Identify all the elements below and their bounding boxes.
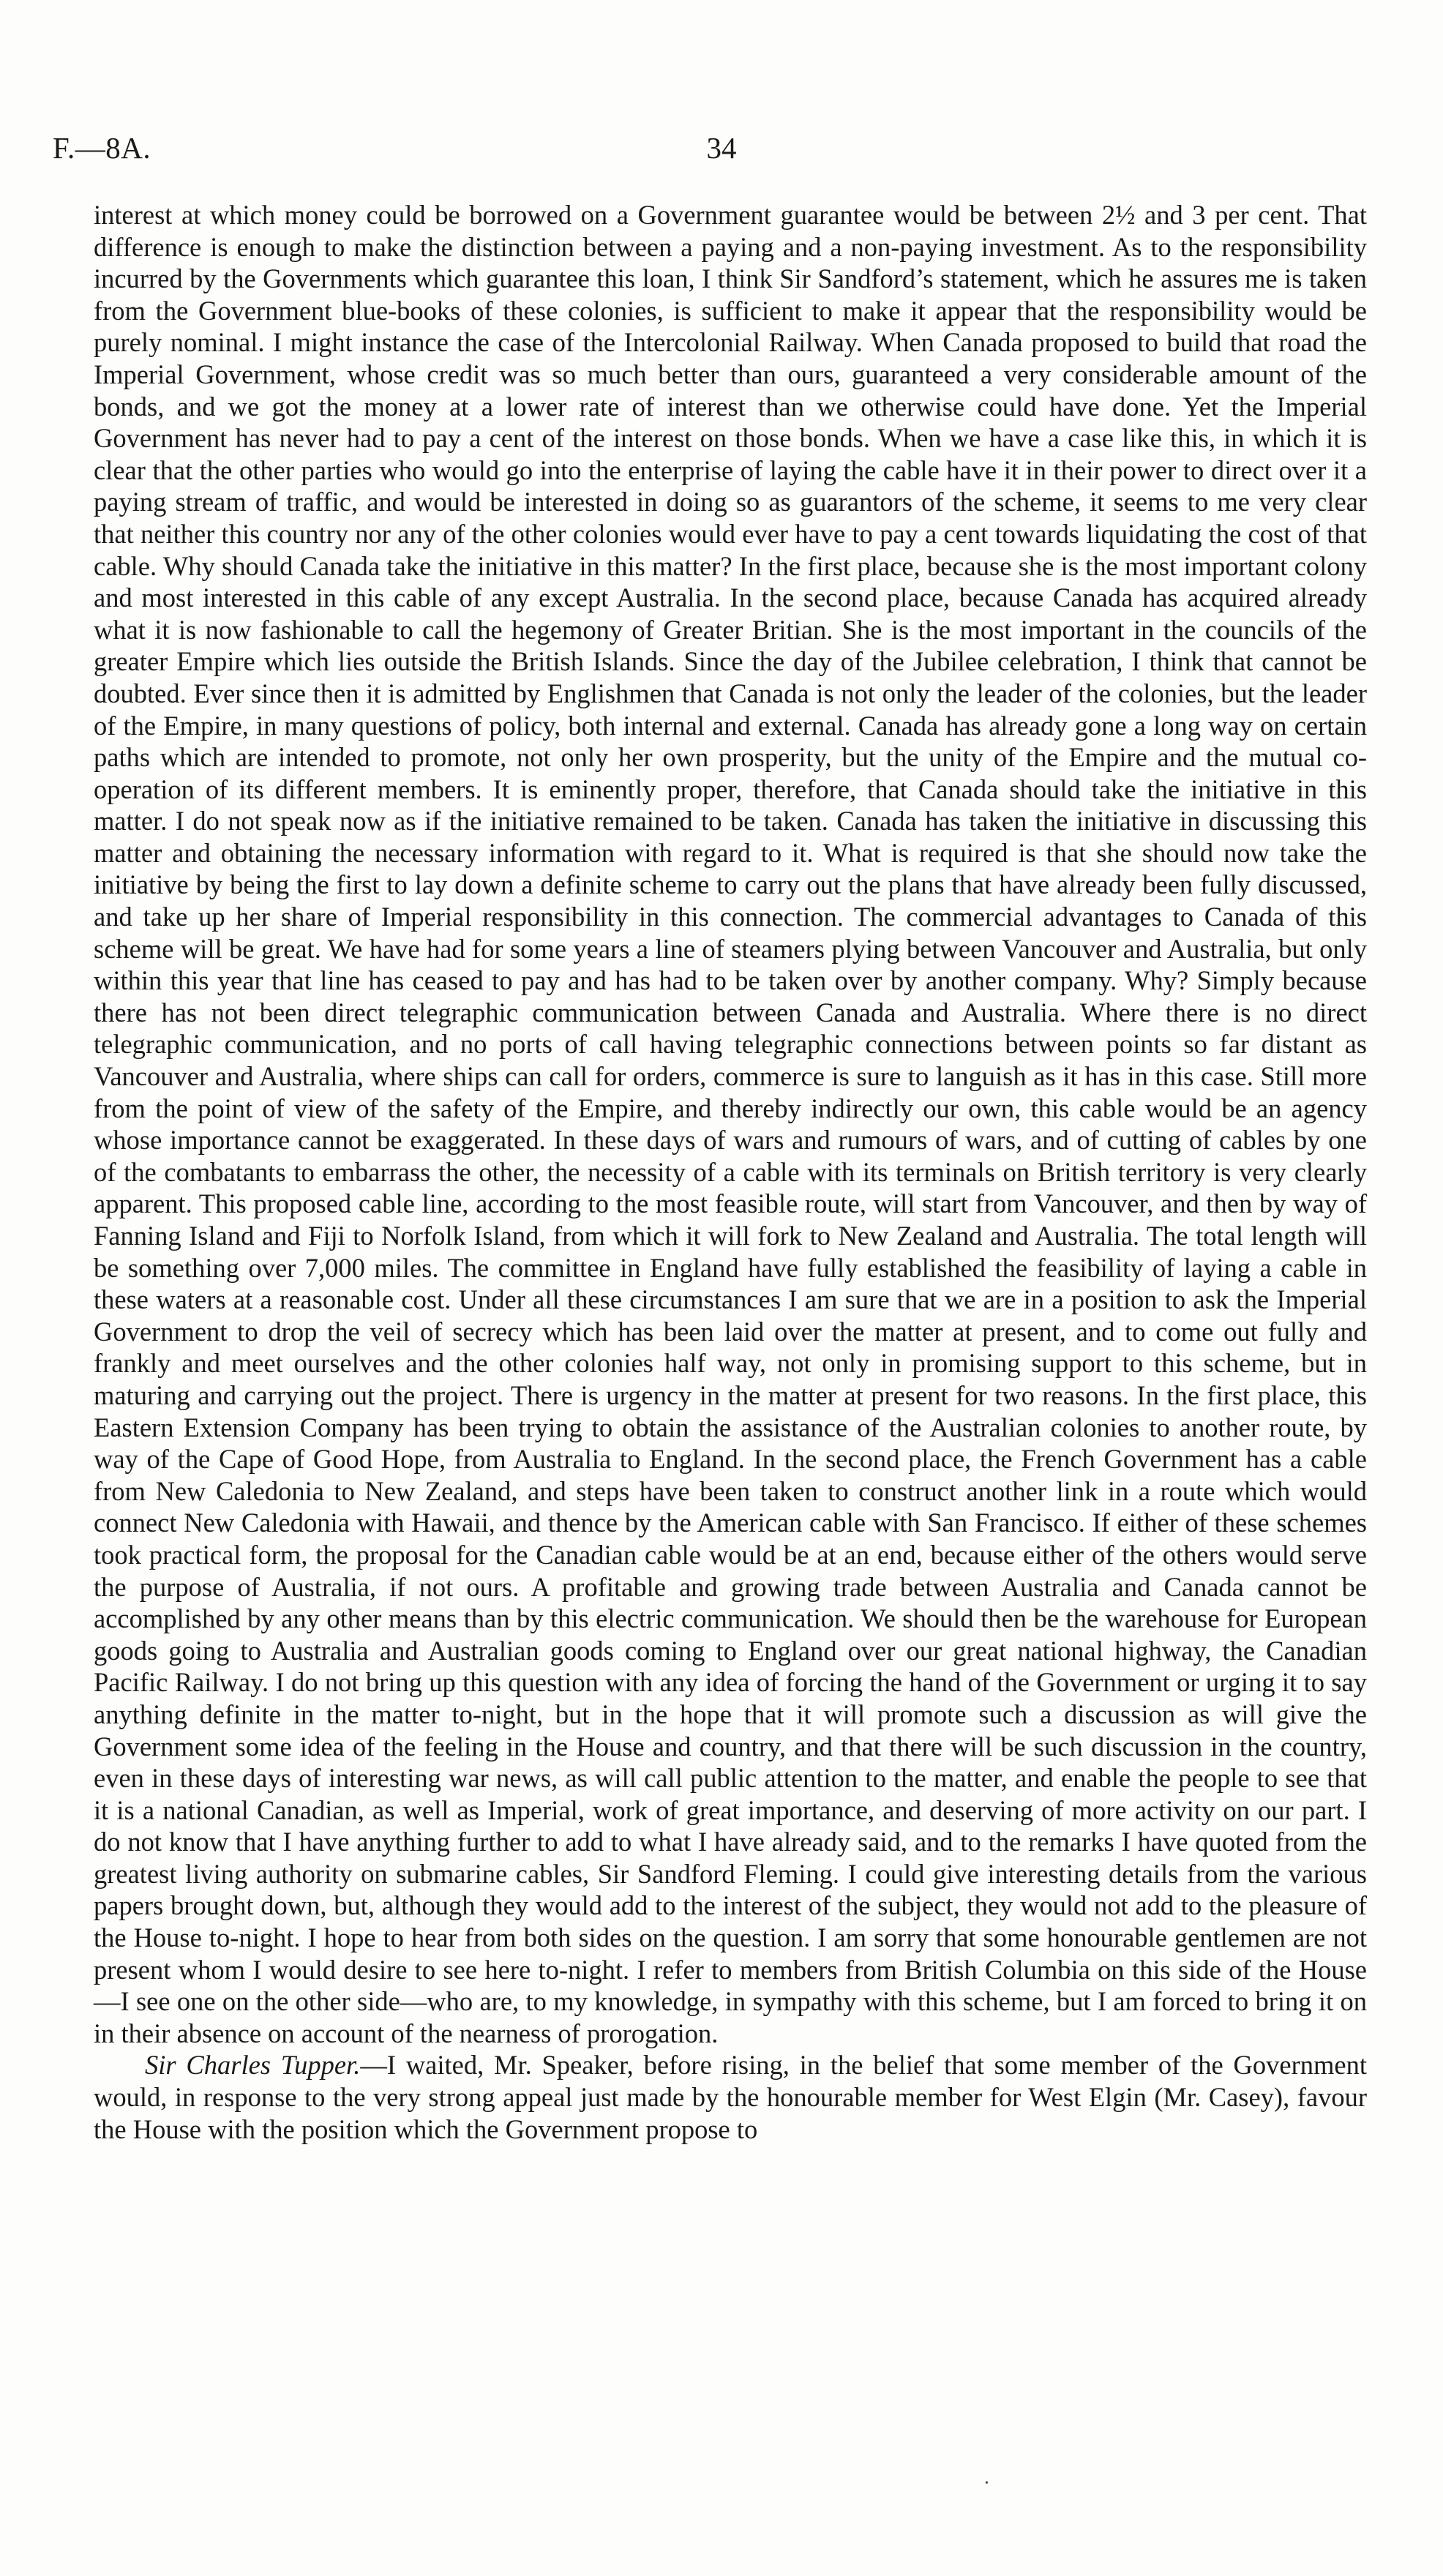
speaker-name: Sir Charles Tupper. bbox=[145, 2050, 361, 2081]
body-text bbox=[94, 199, 1367, 2145]
document-reference: F.—8A. bbox=[53, 131, 151, 165]
paragraph-text: —I waited, Mr. Speaker, before rising, in the belief that some member of the Government would, in response to the very strong appeal just made by the honourable member for West Elgin (Mr. Casey), favour the House with the position which the Government propose to bbox=[94, 2050, 1367, 2144]
paragraph bbox=[94, 2049, 1367, 2145]
paragraph: interest at which money could be borrowed on a Government guarantee would be between 2½ and 3 per cent. That difference is enough to make the distinction between a paying and a non-paying investment. As to the responsibility incurred by the Governments which guarantee this loan, I think Sir Sandford’s statement, which he assures me is taken from the Government blue-books of these colonies, is sufficient to make it appear that the responsibility would be purely nominal. I might instance the case of the Intercolonial Railway. When Canada proposed to build that road the Imperial Government, whose credit was so much better than ours, guaranteed a very considerable amount of the bonds, and we got the money at a lower rate of interest than we otherwise could have done. Yet the Imperial Government has never had to pay a cent of the interest on those bonds. When we have a case like this, in which it is clear that the other parties who would go into the enterprise of laying the cable have it in their power to direct over it a paying stream of traffic, and would be interested in doing so as guarantors of the scheme, it seems to me very clear that neither this country nor any of the other colonies would ever have to pay a cent towards liquidating the cost of that cable. Why should Canada take the initiative in this matter? In the first place, because she is the most important colony and most interested in this cable of any except Australia. In the second place, because Canada has acquired already what it is now fashionable to call the hegemony of Greater Britian. She is the most important in the councils of the greater Empire which lies outside the British Islands. Since the day of the Jubilee celebration, I think that cannot be doubted. Ever since then it is admitted by Englishmen that Canada is not only the leader of the colonies, but the leader of the Empire, in many questions of policy, both internal and external. Canada has already gone a long way on certain paths which are intended to promote, not only her own prosperity, but the unity of the Empire and the mutual co-operation of its different members. It is eminently proper, therefore, that Canada should take the initiative in this matter. I do not speak now as if the initiative remained to be taken. Canada has taken the initiative in discussing this matter and obtaining the necessary information with regard to it. What is required is that she should now take the initiative by being the first to lay down a definite scheme to carry out the plans that have already been fully discussed, and take up her share of Imperial responsibility in this connection. The commercial advantages to Canada of this scheme will be great. We have had for some years a line of steamers plying between Vancouver and Australia, but only within this year that line has ceased to pay and has had to be taken over by another company. Why? Simply because there has not been direct telegraphic communication between Canada and Australia. Where there is no direct telegraphic communication, and no ports of call having telegraphic connections between points so far distant as Vancouver and Australia, where ships can call for orders, commerce is sure to languish as it has in this case. Still more from the point of view of the safety of the Empire, and thereby indirectly our own, this cable would be an agency whose importance cannot be exaggerated. In these days of wars and rumours of wars, and of cutting of cables by one of the combatants to embarrass the other, the necessity of a cable with its terminals on British territory is very clearly apparent. This proposed cable line, according to the most feasible route, will start from Vancouver, and then by way of Fanning Island and Fiji to Norfolk Island, from which it will fork to New Zealand and Australia. The total length will be something over 7,000 miles. The committee in England have fully established the feasibility of laying a cable in these waters at a reasonable cost. Under all these circumstances I am sure that we are in a position to ask the Imperial Government to drop the veil of secrecy which has been laid over the matter at present, and to come out fully and frankly and meet ourselves and the other colonies half way, not only in promising support to this scheme, but in maturing and carrying out the project. There is urgency in the matter at present for two reasons. In the first place, this Eastern Extension Company has been trying to obtain the assistance of the Australian colonies to another route, by way of the Cape of Good Hope, from Australia to England. In the second place, the French Government has a cable from New Caledonia to New Zealand, and steps have been taken to construct another link in a route which would connect New Caledonia with Hawaii, and thence by the American cable with San Francisco. If either of these schemes took practical form, the proposal for the Canadian cable would be at an end, because either of the others would serve the purpose of Australia, if not ours. A profitable and growing trade between Australia and Canada cannot be accomplished by any other means than by this electric communication. We should then be the warehouse for European goods going to Australia and Australian goods coming to England over our great national highway, the Canadian Pacific Railway. I do not bring up this question with any idea of forcing the hand of the Government or urging it to say anything definite in the matter to-night, but in the hope that it will promote such a discussion as will give the Government some idea of the feeling in the House and country, and that there will be such discussion in the country, even in these days of interesting war news, as will call public attention to the matter, and enable the people to see that it is a national Canadian, as well as Imperial, work of great importance, and deserving of more activity on our part. I do not know that I have anything further to add to what I have already said, and to the remarks I have quoted from the greatest living authority on submarine cables, Sir Sandford Fleming. I could give interesting details from the various papers brought down, but, although they would add to the interest of the subject, they would not add to the pleasure of the House to-night. I hope to hear from both sides on the question. I am sorry that some honourable gentlemen are not present whom I would desire to see here to-night. I refer to members from British Columbia on this side of the House—I see one on the other side—who are, to my knowledge, in sympathy with this scheme, but I am forced to bring it on in their absence on account of the nearness of prorogation. bbox=[94, 200, 1367, 2048]
page-header bbox=[0, 130, 1443, 174]
speck-mark: • bbox=[985, 2478, 989, 2489]
page-number: 34 bbox=[706, 131, 737, 165]
